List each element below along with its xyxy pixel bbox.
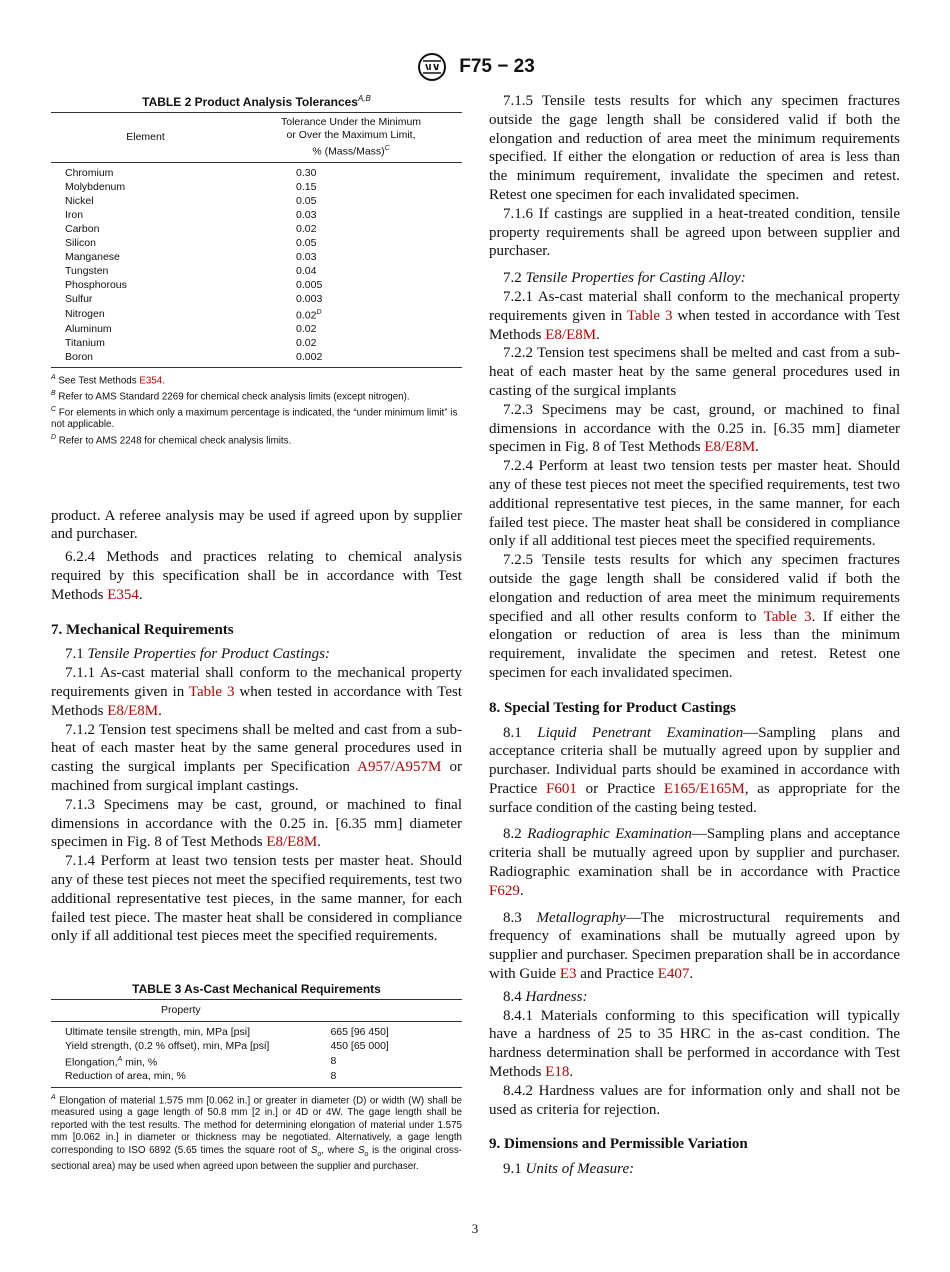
table2 [51,112,462,368]
element-cell: Manganese [65,250,120,263]
table3-footnote: $^A$ Elongation of material 1.575 mm [0.062 in.] or greater in diameter (D) or width (W) shall be measured using a gage length of 50.8 mm [2 in.] or 4D or 4W. The gage length shall be reported with the test results. The method for determining elongation of material under 1.575 mm [0.062 in.] in diameter or thickness may be negotiated. Alternatively, a gage length corresponding to ISO 6892 (5.65 times the square root of $S_o$, where $S_o$ is the original cross-sectional area) may be used when agreed upon between the supplier and purchaser. [51,1093,462,1173]
paragraph: product. A referee analysis may be used if agreed upon by supplier and purchaser. [51,507,462,543]
tolerance-cell: 0.04 [296,264,317,277]
paragraph-7-2-3: 7.2.3 Specimens may be cast, ground, or machined to final dimensions in accordance with the 0.25 in. [6.35 mm] diameter specimen in Fig. 8 of Test Methods E8/E8M. [489,401,900,456]
section-heading-7: 7. Mechanical Requirements [51,621,234,638]
tolerance-cell: 0.30 [296,166,317,179]
tolerance-cell: 0.02 [296,337,317,349]
footnote-c: $^C$ For elements in which only a maximum percentage is indicated, the “under minimum limit” is not applicable. [51,405,458,431]
value-cell: 665 [96 450] [330,1026,389,1039]
link-e354[interactable]: E354 [107,586,139,603]
element-cell: Sulfur [65,292,93,305]
tolerance-cell: 0.05 [296,236,317,249]
element-cell: Boron [65,351,94,363]
paragraph-6-2-4: 6.2.4 Methods and practices relating to chemical analysis required by this specification shall be in accordance with Test Methods E354. [51,549,462,603]
footnote-b: $^B$ Refer to AMS Standard 2269 for chemical check analysis limits (except nitrogen). [51,389,410,403]
left-column [51,92,462,1174]
section-heading-9: 9. Dimensions and Permissible Variation [489,1136,748,1153]
paragraph-8-4: 8.4 Hardness: [503,988,588,1005]
page-header [0,52,950,82]
paragraph-7-1-5: 7.1.5 Tensile tests results for which any specimen fractures outside the gage length shall be considered valid if both the elongation and reduction of area meet the minimum requirements specified. If either the elongation or reduction of area is less than the minimum requirement, invalidate the specimen and retest. Retest one specimen for each invalidated specimen. [489,93,900,203]
element-cell: Chromium [65,166,114,179]
page-number: 3 [471,1221,479,1236]
tolerance-cell: 0.02 [296,323,317,335]
link-e8-e8m[interactable]: E8/E8M [266,834,318,851]
element-cell: Aluminum [65,323,112,335]
link-e18[interactable]: E18 [545,1064,570,1081]
table3-col-value [330,1000,462,1022]
table-row [51,1022,462,1040]
paragraph-7-1-3: 7.1.3 Specimens may be cast, ground, or machined to final dimensions in accordance with the 0.25 in. [6.35 mm] diameter specimen in Fig. 8 of Test Methods E8/E8M. [51,796,462,851]
element-cell: Carbon [65,222,100,235]
paragraph-7-2: 7.2 Tensile Properties for Casting Alloy: [503,270,746,287]
paragraph-7-2-4: 7.2.4 Perform at least two tension tests per master heat. Should any of these test pieces not meet the specified requirements, test two additional representative test pieces, in the same manner, for each failed test piece. The master heat shall be considered in compliance only if all additional test pieces meet the specified requirements. [489,458,900,550]
left-body-text [51,507,462,947]
tolerance-cell: 0.05 [296,194,317,207]
tolerance-cell: $0.02^D$ [296,308,322,321]
paragraph-8-1: 8.1 Liquid Penetrant Examination—Sampling plans and acceptance criteria shall be mutually agreed upon by supplier and purchaser. Individual parts should be examined in accordance with Practice F601 or Practice E165/E165M, as appropriate for the surface condition of the casting being tested. [489,724,901,816]
tolerance-cell: 0.005 [296,278,323,291]
link-a957[interactable]: A957/A957M [357,759,442,776]
table-row [51,162,462,180]
section-heading-8: 8. Special Testing for Product Castings [489,699,736,716]
tolerance-cell: 0.03 [296,208,317,221]
table-row [51,180,462,194]
property-cell: Reduction of area, min, % [65,1070,186,1083]
element-cell: Nitrogen [65,307,105,320]
table2-col-tolerance: Tolerance Under the Minimum or Over the Maximum Limit, % (Mass/Mass)$^C$ [240,113,462,163]
table-row [51,236,462,250]
link-e8-e8m[interactable]: E8/E8M [704,439,756,456]
paragraph-7-1: 7.1 Tensile Properties for Product Castings: [65,646,331,663]
tolerance-cell: 0.02 [296,222,317,235]
table-row [51,322,462,336]
tolerance-cell: 0.15 [296,180,317,193]
table-row [51,306,462,323]
paragraph-8-4-2: 8.4.2 Hardness values are for information only and shall not be used as criteria for rejection. [489,1082,900,1118]
table2-title: TABLE 2 Product Analysis Tolerances$^{A,B}$ [142,94,371,109]
paragraph-8-3: 8.3 Metallography—The microstructural requirements and frequency of examinations shall be mutually agreed upon by supplier and purchaser. Specimen preparation shall be in accordance with Guide E3 and Practice E407. [489,909,900,983]
table-row [51,1040,462,1054]
link-e165[interactable]: E165/E165M [663,780,745,797]
link-table-3[interactable]: Table 3 [626,307,673,324]
table3 [51,999,462,1088]
table-row [51,208,462,222]
paragraph-8-4-1: 8.4.1 Materials conforming to this specification will typically have a hardness of 25 to 35 HRC in the as-cast condition. The hardness determination shall be performed in accordance with Test Methods E18. [489,1007,900,1081]
tolerance-cell: 0.03 [296,250,317,263]
property-cell: Ultimate tensile strength, min, MPa [psi] [65,1026,250,1039]
footnote-d: $^D$ Refer to AMS 2248 for chemical check analysis limits. [51,433,292,447]
table3-block [51,982,462,1174]
table-row [51,1053,462,1070]
right-column [489,92,900,1179]
paragraph-9-1: 9.1 Units of Measure: [503,1161,635,1178]
value-cell: 450 [65 000] [330,1039,389,1052]
element-cell: Tungsten [65,264,109,277]
table-row [51,336,462,350]
paragraph-7-1-4: 7.1.4 Perform at least two tension tests per master heat. Should any of these test pieces not meet the specified requirements, test two additional representative test pieces, in the same manner, for each failed test piece. The master heat shall be considered in compliance only if all additional test pieces meet the specified requirements. [51,853,462,945]
table-row [51,194,462,208]
document-id: F75 − 23 [459,56,535,77]
table-row [51,250,462,264]
link-table-3[interactable]: Table 3 [188,683,235,700]
table3-col-property: Property [51,1000,330,1022]
table2-col-element: Element [51,113,240,163]
link-e8-e8m[interactable]: E8/E8M [107,702,159,719]
table-row [51,264,462,278]
footnote-a: $^A$ See Test Methods E354. [51,374,165,387]
astm-logo-icon [415,52,449,82]
paragraph-7-2-5: 7.2.5 Tensile tests results for which any specimen fractures outside the gage length shall be considered valid if both the elongation and reduction of area meet the minimum requirements specified and all other results conform to Table 3. If either the elongation or reduction of area is less than the minimum requirement, invalidate the specimen and retest. Retest one specimen for each invalidated specimen. [489,552,900,681]
element-cell: Nickel [65,194,94,207]
tolerance-cell: 0.003 [296,292,323,305]
paragraph-7-2-2: 7.2.2 Tension test specimens shall be melted and cast from a sub-heat of each master heat by the same general procedures used in casting of the surgical implants [489,345,900,399]
element-cell: Iron [65,208,84,221]
paragraph-8-2: 8.2 Radiographic Examination—Sampling plans and acceptance criteria shall be mutually agreed upon by supplier and purchaser. Radiographic examination shall be in accordance with Practice F629. [489,826,900,899]
tolerance-cell: 0.002 [296,351,323,363]
table-row [51,222,462,236]
link-table-3[interactable]: Table 3 [763,608,812,625]
element-cell: Titanium [65,337,105,349]
table-row [51,1070,462,1087]
link-f629[interactable]: F629 [489,882,520,899]
table3-title: TABLE 3 As-Cast Mechanical Requirements [132,982,381,997]
link-e354[interactable]: E354 [139,375,163,387]
table2-footnotes [51,372,462,448]
paragraph-7-1-6: 7.1.6 If castings are supplied in a heat-treated condition, tensile property requirements shall be agreed upon between supplier and purchaser. [489,205,900,260]
paragraph-7-1-1: 7.1.1 As-cast material shall conform to the mechanical property requirements given in Table 3 when tested in accordance with Test Methods E8/E8M. [51,665,462,719]
paragraph-7-2-1: 7.2.1 As-cast material shall conform to the mechanical property requirements given in Table 3 when tested in accordance with Test Methods E8/E8M. [489,288,900,343]
link-e407[interactable]: E407 [657,966,690,983]
link-e8-e8m[interactable]: E8/E8M [545,326,597,343]
element-cell: Silicon [65,236,96,249]
link-f601[interactable]: F601 [546,780,577,797]
value-cell: 8 [330,1054,337,1067]
element-cell: Phosphorous [65,278,127,291]
link-e3[interactable]: E3 [559,966,577,983]
property-cell: Yield strength, (0.2 % offset), min, MPa [psi] [65,1039,270,1052]
table-row [51,292,462,306]
paragraph-7-1-2: 7.1.2 Tension test specimens shall be melted and cast from a sub-heat of each master heat by the same general procedures used in casting the surgical implants per Specification A957/A957M or machined from surgical implant castings. [51,721,463,794]
value-cell: 8 [330,1070,337,1083]
table-row [51,350,462,368]
element-cell: Molybdenum [65,180,126,193]
property-cell: Elongation,$^A$ min, % [65,1056,158,1069]
table-row [51,278,462,292]
